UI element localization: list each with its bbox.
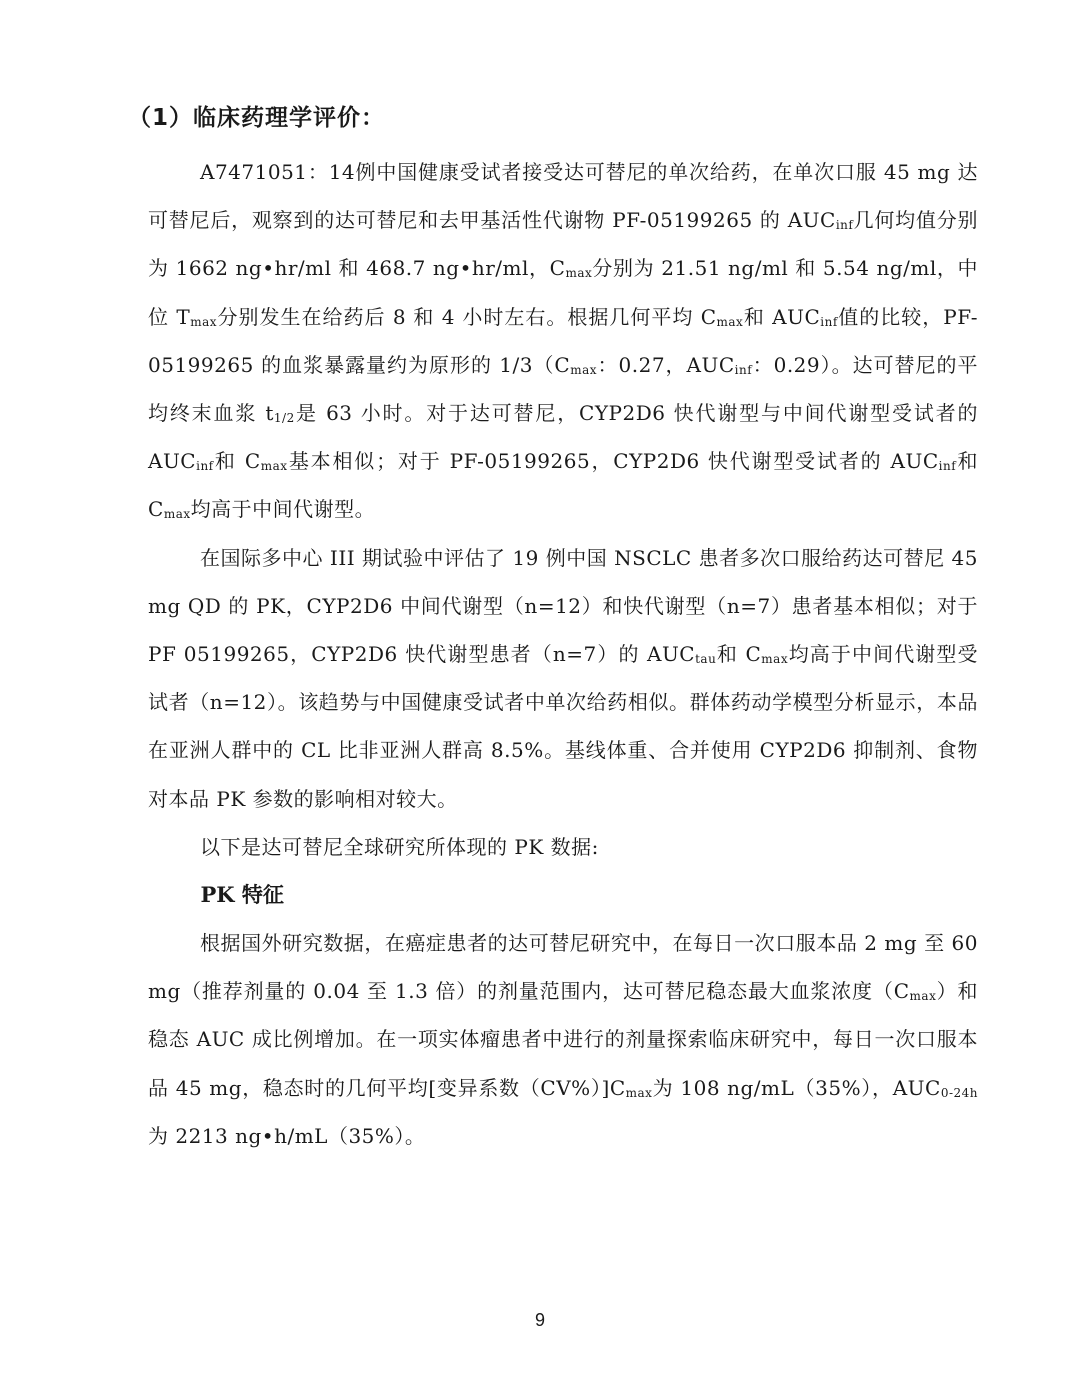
paragraph-global-pk-intro: 以下是达可替尼全球研究所体现的 PK 数据:	[200, 834, 599, 859]
text-run: 和 C	[148, 449, 978, 522]
text-run: ：0.29）。达可替尼的平均终末血浆 t	[148, 352, 978, 426]
text-run: 和 C	[716, 642, 762, 667]
text-run: ）和稳态 AUC 成比例增加。在一项实体瘤患者中进行的剂量探索临床研究中，每日一次口服本品 45 mg，稳态时的几何平均[变异系数（CV%）]C	[148, 979, 979, 1100]
subscript: max	[565, 266, 593, 281]
text-run: 值的比较，PF-05199265 的血浆暴露量约为原形的 1/3（C	[148, 304, 978, 377]
text-run: 为 108 ng/mL（35%），AUC	[652, 1075, 941, 1100]
text-run: 几何均值分别为 1662 ng•hr/ml 和 468.7 ng•hr/ml，C	[148, 208, 978, 281]
subscript: max	[761, 652, 789, 667]
subscript: max	[163, 507, 191, 522]
paragraph-phase3-trial	[148, 534, 978, 823]
paragraph-pk-features	[148, 919, 978, 1160]
text-run: 和 AUC	[743, 304, 821, 329]
subscript: inf	[196, 459, 214, 474]
text-run: 在国际多中心 III 期试验中评估了 19 例中国 NSCLC 患者多次口服给药达可替尼 45 mg QD 的 PK，CYP2D6 中间代谢型（n=12）和快代谢型（n=7）患者基本相似；对于 PF 05199265，CYP2D6 快代谢型患者（n=7）的 AUC	[148, 545, 978, 667]
subscript: inf	[734, 362, 753, 377]
text-run: 和 C	[213, 449, 261, 474]
subscript: max	[909, 989, 937, 1004]
subscript: inf	[835, 218, 854, 233]
text-run: 为 2213 ng•h/mL（35%）。	[148, 1123, 426, 1148]
text-run: 根据国外研究数据，在癌症患者的达可替尼研究中，在每日一次口服本品 2 mg 至 60 mg（推荐剂量的 0.04 至 1.3 倍）的剂量范围内，达可替尼稳态最大血浆浓度（C	[148, 931, 978, 1004]
page-number: 9	[534, 1310, 545, 1330]
section-heading: （1）临床药理学评价：	[128, 105, 386, 131]
text-run: 分别为 21.51 ng/ml 和 5.54 ng/ml，中位 T	[148, 256, 978, 329]
subscript: max	[625, 1085, 653, 1100]
subscript: inf	[938, 459, 957, 474]
text-run: 分别发生在给药后 8 和 4 小时左右。根据几何平均 C	[217, 304, 717, 329]
subscript: max	[570, 362, 598, 377]
subscript: tau	[695, 652, 717, 667]
document-page	[128, 96, 979, 1160]
subscript: max	[260, 459, 288, 474]
text-run: 是 63 小时。对于达可替尼，CYP2D6 快代谢型与中间代谢型受试者的 AUC	[148, 401, 979, 474]
subscript: max	[716, 314, 744, 329]
text-run: 基本相似；对于 PF-05199265，CYP2D6 快代谢型受试者的 AUC	[287, 449, 939, 474]
text-run: A7471051：14例中国健康受试者接受达可替尼的单次给药，在单次口服 45 mg 达可替尼后，观察到的达可替尼和去甲基活性代谢物 PF-05199265 的 AUC	[148, 160, 978, 233]
subscript: 0-24h	[940, 1085, 978, 1100]
subscript: max	[190, 314, 218, 329]
subheading-pk-features: PK 特征	[200, 882, 284, 908]
subscript: inf	[820, 314, 838, 329]
paragraph-a7471051	[148, 148, 978, 534]
subscript: 1/2	[273, 411, 295, 426]
text-run: ：0.27，AUC	[597, 352, 735, 377]
text-run: 均高于中间代谢型受试者（n=12）。该趋势与中国健康受试者中单次给药相似。群体药动学模型分析显示，本品在亚洲人群中的 CL 比非亚洲人群高 8.5%。基线体重、合并使用 CYP2D6 抑制剂、食物对本品 PK 参数的影响相对较大。	[148, 642, 978, 811]
text-run: 均高于中间代谢型。	[190, 497, 376, 522]
